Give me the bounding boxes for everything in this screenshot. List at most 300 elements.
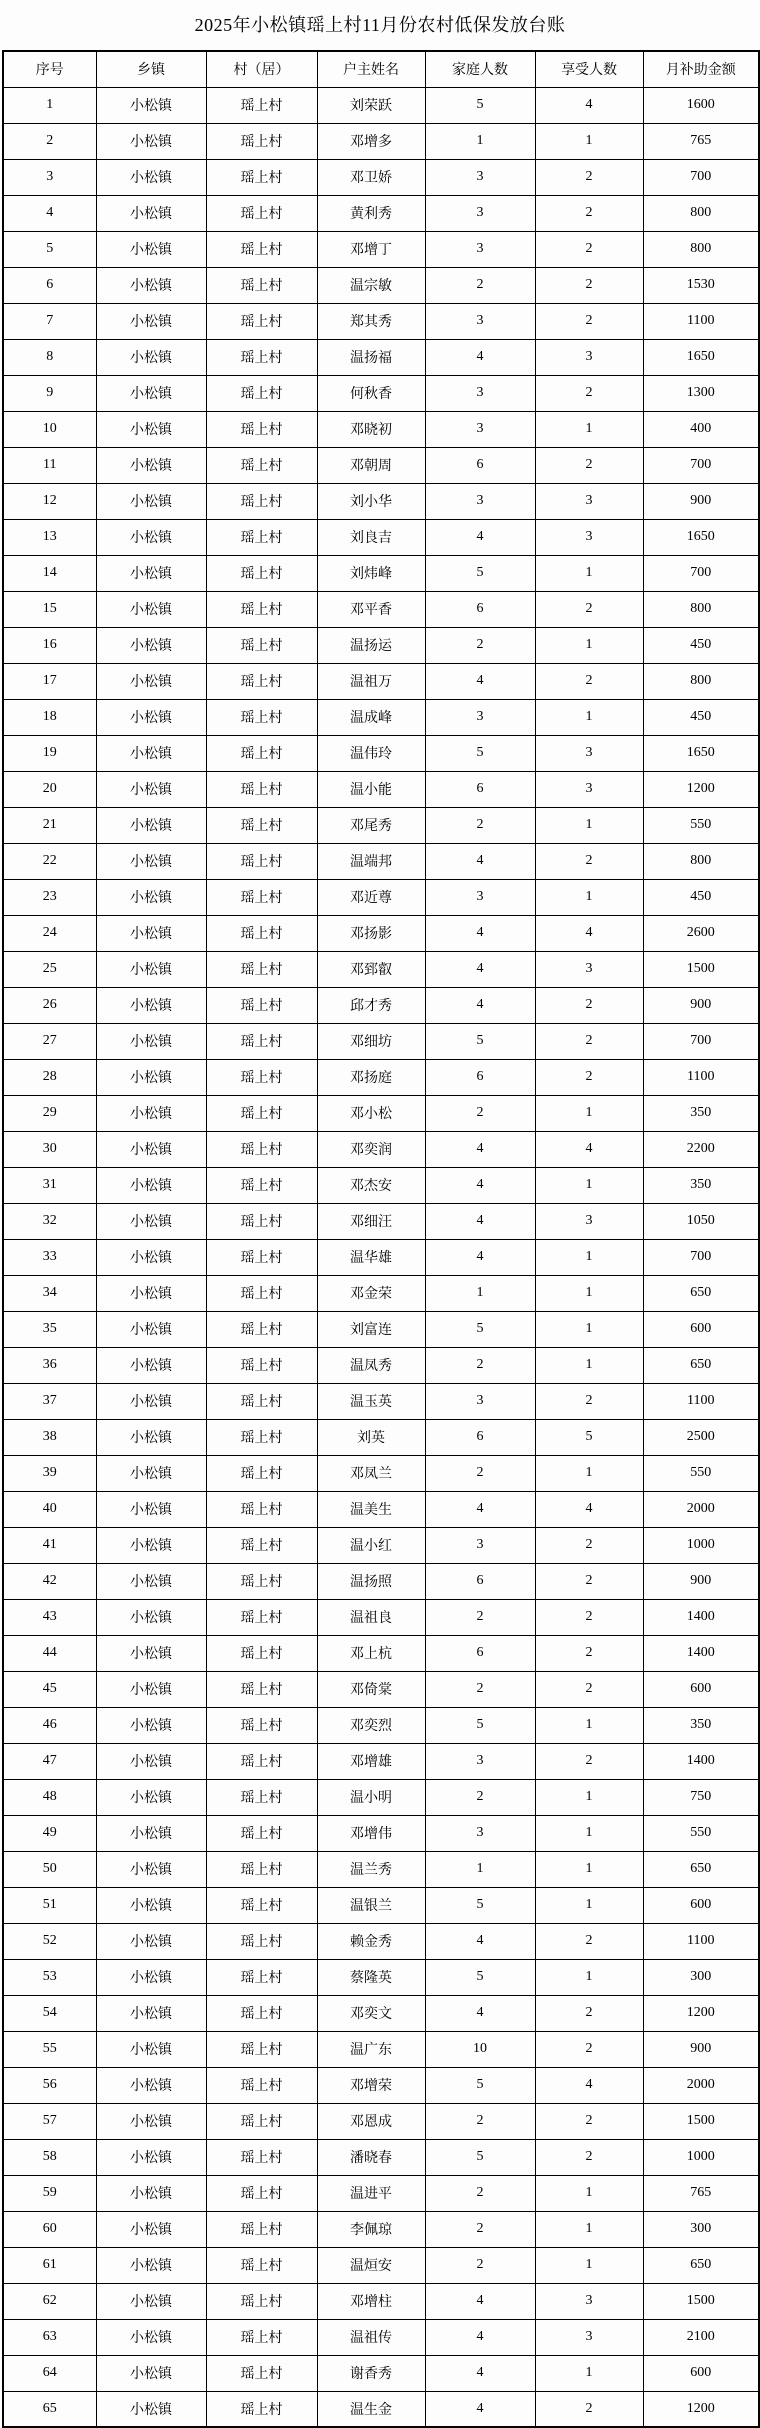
cell-beneficiary-count: 2 [535, 1383, 643, 1419]
cell-monthly-subsidy: 1650 [643, 519, 759, 555]
cell-index: 34 [3, 1275, 96, 1311]
cell-monthly-subsidy: 700 [643, 447, 759, 483]
cell-village: 瑶上村 [206, 2103, 317, 2139]
cell-beneficiary-count: 2 [535, 2139, 643, 2175]
table-row [3, 951, 759, 987]
cell-village: 瑶上村 [206, 1311, 317, 1347]
cell-monthly-subsidy: 700 [643, 555, 759, 591]
cell-index: 27 [3, 1023, 96, 1059]
cell-township: 小松镇 [96, 771, 206, 807]
cell-beneficiary-count: 1 [535, 555, 643, 591]
cell-family-count: 2 [425, 1095, 535, 1131]
cell-beneficiary-count: 2 [535, 1023, 643, 1059]
cell-index: 50 [3, 1851, 96, 1887]
cell-monthly-subsidy: 765 [643, 123, 759, 159]
cell-family-count: 4 [425, 951, 535, 987]
table-row [3, 2067, 759, 2103]
cell-index: 21 [3, 807, 96, 843]
cell-monthly-subsidy: 1500 [643, 2103, 759, 2139]
table-row [3, 1347, 759, 1383]
cell-family-count: 5 [425, 1707, 535, 1743]
cell-monthly-subsidy: 300 [643, 2211, 759, 2247]
cell-family-count: 4 [425, 519, 535, 555]
cell-village: 瑶上村 [206, 1239, 317, 1275]
cell-householder-name: 邓增丁 [317, 231, 425, 267]
cell-monthly-subsidy: 1300 [643, 375, 759, 411]
cell-monthly-subsidy: 400 [643, 411, 759, 447]
cell-index: 30 [3, 1131, 96, 1167]
ledger-table [2, 50, 760, 2428]
cell-index: 17 [3, 663, 96, 699]
cell-index: 14 [3, 555, 96, 591]
cell-village: 瑶上村 [206, 915, 317, 951]
cell-householder-name: 温进平 [317, 2175, 425, 2211]
cell-householder-name: 刘良吉 [317, 519, 425, 555]
cell-village: 瑶上村 [206, 1635, 317, 1671]
cell-monthly-subsidy: 700 [643, 159, 759, 195]
cell-householder-name: 温祖良 [317, 1599, 425, 1635]
cell-householder-name: 温玉英 [317, 1383, 425, 1419]
cell-township: 小松镇 [96, 627, 206, 663]
cell-householder-name: 邓奕烈 [317, 1707, 425, 1743]
table-row [3, 1599, 759, 1635]
table-row [3, 339, 759, 375]
cell-village: 瑶上村 [206, 2031, 317, 2067]
cell-index: 43 [3, 1599, 96, 1635]
cell-index: 56 [3, 2067, 96, 2103]
cell-township: 小松镇 [96, 2175, 206, 2211]
cell-monthly-subsidy: 800 [643, 843, 759, 879]
cell-township: 小松镇 [96, 1347, 206, 1383]
cell-householder-name: 温美生 [317, 1491, 425, 1527]
cell-family-count: 6 [425, 447, 535, 483]
table-row [3, 159, 759, 195]
cell-village: 瑶上村 [206, 375, 317, 411]
cell-householder-name: 温扬运 [317, 627, 425, 663]
table-row [3, 699, 759, 735]
cell-beneficiary-count: 1 [535, 1239, 643, 1275]
cell-village: 瑶上村 [206, 483, 317, 519]
cell-householder-name: 刘荣跃 [317, 87, 425, 123]
table-row [3, 483, 759, 519]
table-row [3, 987, 759, 1023]
cell-township: 小松镇 [96, 1635, 206, 1671]
table-body [3, 87, 759, 2427]
cell-householder-name: 邓增荣 [317, 2067, 425, 2103]
cell-township: 小松镇 [96, 195, 206, 231]
cell-beneficiary-count: 1 [535, 1707, 643, 1743]
cell-householder-name: 邓增雄 [317, 1743, 425, 1779]
table-row [3, 1455, 759, 1491]
cell-family-count: 4 [425, 2319, 535, 2355]
cell-family-count: 5 [425, 555, 535, 591]
cell-family-count: 2 [425, 267, 535, 303]
cell-village: 瑶上村 [206, 735, 317, 771]
cell-monthly-subsidy: 1100 [643, 1383, 759, 1419]
cell-beneficiary-count: 3 [535, 1203, 643, 1239]
cell-township: 小松镇 [96, 2391, 206, 2427]
cell-township: 小松镇 [96, 2283, 206, 2319]
cell-index: 38 [3, 1419, 96, 1455]
cell-township: 小松镇 [96, 1599, 206, 1635]
cell-township: 小松镇 [96, 447, 206, 483]
cell-index: 57 [3, 2103, 96, 2139]
cell-householder-name: 刘富连 [317, 1311, 425, 1347]
cell-township: 小松镇 [96, 1851, 206, 1887]
cell-village: 瑶上村 [206, 519, 317, 555]
cell-village: 瑶上村 [206, 627, 317, 663]
cell-beneficiary-count: 2 [535, 2103, 643, 2139]
cell-village: 瑶上村 [206, 1527, 317, 1563]
cell-householder-name: 邓奕文 [317, 1995, 425, 2031]
table-row [3, 2139, 759, 2175]
cell-family-count: 5 [425, 2067, 535, 2103]
cell-township: 小松镇 [96, 951, 206, 987]
cell-householder-name: 邓增伟 [317, 1815, 425, 1851]
table-row [3, 1671, 759, 1707]
cell-township: 小松镇 [96, 1923, 206, 1959]
cell-beneficiary-count: 2 [535, 231, 643, 267]
cell-township: 小松镇 [96, 555, 206, 591]
cell-village: 瑶上村 [206, 267, 317, 303]
cell-village: 瑶上村 [206, 2139, 317, 2175]
cell-householder-name: 邓尾秀 [317, 807, 425, 843]
cell-family-count: 3 [425, 879, 535, 915]
cell-monthly-subsidy: 550 [643, 1455, 759, 1491]
cell-monthly-subsidy: 450 [643, 627, 759, 663]
cell-index: 33 [3, 1239, 96, 1275]
cell-family-count: 3 [425, 375, 535, 411]
cell-monthly-subsidy: 1100 [643, 303, 759, 339]
cell-householder-name: 郑其秀 [317, 303, 425, 339]
cell-village: 瑶上村 [206, 807, 317, 843]
cell-monthly-subsidy: 1500 [643, 951, 759, 987]
table-row [3, 1743, 759, 1779]
cell-householder-name: 邓倚棠 [317, 1671, 425, 1707]
cell-index: 51 [3, 1887, 96, 1923]
table-row [3, 1563, 759, 1599]
cell-householder-name: 温华雄 [317, 1239, 425, 1275]
cell-beneficiary-count: 1 [535, 2247, 643, 2283]
cell-householder-name: 李佩琼 [317, 2211, 425, 2247]
cell-householder-name: 温小能 [317, 771, 425, 807]
cell-family-count: 3 [425, 303, 535, 339]
cell-beneficiary-count: 2 [535, 2391, 643, 2427]
cell-householder-name: 温小明 [317, 1779, 425, 1815]
cell-index: 36 [3, 1347, 96, 1383]
cell-beneficiary-count: 2 [535, 1599, 643, 1635]
cell-family-count: 5 [425, 1023, 535, 1059]
cell-householder-name: 邓杰安 [317, 1167, 425, 1203]
cell-township: 小松镇 [96, 591, 206, 627]
cell-family-count: 3 [425, 699, 535, 735]
header-row [3, 51, 759, 87]
cell-family-count: 2 [425, 1671, 535, 1707]
cell-village: 瑶上村 [206, 159, 317, 195]
col-header-village: 村（居） [206, 51, 317, 87]
cell-monthly-subsidy: 1100 [643, 1059, 759, 1095]
cell-township: 小松镇 [96, 1491, 206, 1527]
cell-village: 瑶上村 [206, 1023, 317, 1059]
cell-township: 小松镇 [96, 2319, 206, 2355]
table-row [3, 1779, 759, 1815]
cell-township: 小松镇 [96, 303, 206, 339]
cell-village: 瑶上村 [206, 2355, 317, 2391]
cell-township: 小松镇 [96, 2355, 206, 2391]
cell-monthly-subsidy: 1000 [643, 2139, 759, 2175]
cell-family-count: 6 [425, 771, 535, 807]
cell-township: 小松镇 [96, 1095, 206, 1131]
cell-monthly-subsidy: 1500 [643, 2283, 759, 2319]
cell-township: 小松镇 [96, 411, 206, 447]
cell-beneficiary-count: 1 [535, 1455, 643, 1491]
cell-village: 瑶上村 [206, 339, 317, 375]
table-row [3, 1203, 759, 1239]
cell-family-count: 2 [425, 1599, 535, 1635]
cell-family-count: 5 [425, 1311, 535, 1347]
cell-index: 9 [3, 375, 96, 411]
cell-index: 15 [3, 591, 96, 627]
cell-index: 12 [3, 483, 96, 519]
cell-village: 瑶上村 [206, 1455, 317, 1491]
cell-monthly-subsidy: 1650 [643, 735, 759, 771]
cell-monthly-subsidy: 650 [643, 1347, 759, 1383]
cell-family-count: 2 [425, 807, 535, 843]
cell-index: 53 [3, 1959, 96, 1995]
cell-village: 瑶上村 [206, 1887, 317, 1923]
cell-township: 小松镇 [96, 1563, 206, 1599]
cell-householder-name: 邓细汪 [317, 1203, 425, 1239]
cell-beneficiary-count: 3 [535, 735, 643, 771]
table-row [3, 195, 759, 231]
cell-householder-name: 邓上杭 [317, 1635, 425, 1671]
cell-index: 8 [3, 339, 96, 375]
table-row [3, 1167, 759, 1203]
cell-family-count: 2 [425, 627, 535, 663]
cell-family-count: 3 [425, 1743, 535, 1779]
cell-village: 瑶上村 [206, 1599, 317, 1635]
table-row [3, 303, 759, 339]
cell-index: 25 [3, 951, 96, 987]
table-row [3, 2283, 759, 2319]
cell-monthly-subsidy: 300 [643, 1959, 759, 1995]
cell-family-count: 4 [425, 1131, 535, 1167]
table-row [3, 1131, 759, 1167]
table-row [3, 375, 759, 411]
cell-township: 小松镇 [96, 2211, 206, 2247]
cell-township: 小松镇 [96, 915, 206, 951]
table-row [3, 1851, 759, 1887]
cell-family-count: 1 [425, 1851, 535, 1887]
cell-householder-name: 邓奕润 [317, 1131, 425, 1167]
cell-beneficiary-count: 2 [535, 663, 643, 699]
cell-monthly-subsidy: 800 [643, 231, 759, 267]
cell-monthly-subsidy: 350 [643, 1167, 759, 1203]
cell-beneficiary-count: 2 [535, 987, 643, 1023]
cell-village: 瑶上村 [206, 1167, 317, 1203]
cell-index: 23 [3, 879, 96, 915]
cell-index: 3 [3, 159, 96, 195]
table-row [3, 555, 759, 591]
cell-index: 32 [3, 1203, 96, 1239]
cell-index: 52 [3, 1923, 96, 1959]
cell-index: 58 [3, 2139, 96, 2175]
cell-index: 2 [3, 123, 96, 159]
cell-village: 瑶上村 [206, 1059, 317, 1095]
cell-beneficiary-count: 2 [535, 2031, 643, 2067]
cell-index: 10 [3, 411, 96, 447]
cell-family-count: 2 [425, 1779, 535, 1815]
cell-beneficiary-count: 4 [535, 1491, 643, 1527]
cell-monthly-subsidy: 900 [643, 483, 759, 519]
cell-index: 62 [3, 2283, 96, 2319]
cell-township: 小松镇 [96, 123, 206, 159]
cell-householder-name: 邓恩成 [317, 2103, 425, 2139]
table-row [3, 1023, 759, 1059]
cell-village: 瑶上村 [206, 87, 317, 123]
cell-index: 24 [3, 915, 96, 951]
cell-householder-name: 邓金荣 [317, 1275, 425, 1311]
cell-householder-name: 温端邦 [317, 843, 425, 879]
cell-index: 29 [3, 1095, 96, 1131]
cell-monthly-subsidy: 1000 [643, 1527, 759, 1563]
cell-township: 小松镇 [96, 1239, 206, 1275]
table-row [3, 1959, 759, 1995]
cell-monthly-subsidy: 800 [643, 591, 759, 627]
cell-beneficiary-count: 3 [535, 2283, 643, 2319]
cell-township: 小松镇 [96, 1959, 206, 1995]
cell-beneficiary-count: 2 [535, 267, 643, 303]
cell-index: 35 [3, 1311, 96, 1347]
cell-family-count: 2 [425, 2175, 535, 2211]
cell-village: 瑶上村 [206, 1203, 317, 1239]
cell-village: 瑶上村 [206, 2247, 317, 2283]
cell-family-count: 3 [425, 411, 535, 447]
cell-householder-name: 蔡隆英 [317, 1959, 425, 1995]
cell-family-count: 4 [425, 663, 535, 699]
cell-householder-name: 邓平香 [317, 591, 425, 627]
cell-index: 63 [3, 2319, 96, 2355]
cell-township: 小松镇 [96, 159, 206, 195]
cell-beneficiary-count: 4 [535, 87, 643, 123]
cell-village: 瑶上村 [206, 1275, 317, 1311]
cell-householder-name: 刘小华 [317, 483, 425, 519]
table-row [3, 807, 759, 843]
cell-monthly-subsidy: 1650 [643, 339, 759, 375]
cell-village: 瑶上村 [206, 123, 317, 159]
cell-township: 小松镇 [96, 231, 206, 267]
cell-family-count: 3 [425, 1383, 535, 1419]
cell-beneficiary-count: 4 [535, 915, 643, 951]
cell-monthly-subsidy: 2200 [643, 1131, 759, 1167]
cell-householder-name: 邓卫娇 [317, 159, 425, 195]
table-row [3, 735, 759, 771]
table-row [3, 1059, 759, 1095]
cell-index: 40 [3, 1491, 96, 1527]
table-row [3, 1995, 759, 2031]
table-row [3, 2211, 759, 2247]
cell-beneficiary-count: 2 [535, 1995, 643, 2031]
cell-beneficiary-count: 1 [535, 1275, 643, 1311]
cell-index: 19 [3, 735, 96, 771]
cell-village: 瑶上村 [206, 2175, 317, 2211]
cell-monthly-subsidy: 1530 [643, 267, 759, 303]
cell-township: 小松镇 [96, 1311, 206, 1347]
cell-monthly-subsidy: 2100 [643, 2319, 759, 2355]
cell-monthly-subsidy: 2600 [643, 915, 759, 951]
cell-family-count: 2 [425, 2103, 535, 2139]
table-row [3, 1491, 759, 1527]
cell-monthly-subsidy: 1600 [643, 87, 759, 123]
cell-township: 小松镇 [96, 1455, 206, 1491]
cell-township: 小松镇 [96, 1995, 206, 2031]
table-row [3, 1239, 759, 1275]
cell-township: 小松镇 [96, 1131, 206, 1167]
cell-householder-name: 温生金 [317, 2391, 425, 2427]
cell-village: 瑶上村 [206, 591, 317, 627]
cell-township: 小松镇 [96, 1707, 206, 1743]
cell-family-count: 4 [425, 2355, 535, 2391]
cell-village: 瑶上村 [206, 1419, 317, 1455]
cell-index: 42 [3, 1563, 96, 1599]
table-row [3, 123, 759, 159]
cell-beneficiary-count: 1 [535, 1311, 643, 1347]
cell-monthly-subsidy: 1400 [643, 1599, 759, 1635]
cell-beneficiary-count: 2 [535, 195, 643, 231]
cell-householder-name: 温银兰 [317, 1887, 425, 1923]
cell-family-count: 6 [425, 1635, 535, 1671]
cell-beneficiary-count: 4 [535, 1131, 643, 1167]
cell-village: 瑶上村 [206, 1383, 317, 1419]
cell-township: 小松镇 [96, 1779, 206, 1815]
cell-householder-name: 邓晓初 [317, 411, 425, 447]
cell-township: 小松镇 [96, 879, 206, 915]
cell-index: 60 [3, 2211, 96, 2247]
cell-village: 瑶上村 [206, 1779, 317, 1815]
col-header-index: 序号 [3, 51, 96, 87]
cell-township: 小松镇 [96, 2247, 206, 2283]
cell-householder-name: 邓郅叡 [317, 951, 425, 987]
cell-householder-name: 温宗敏 [317, 267, 425, 303]
table-row [3, 1707, 759, 1743]
cell-village: 瑶上村 [206, 843, 317, 879]
cell-householder-name: 邓增柱 [317, 2283, 425, 2319]
table-row [3, 1635, 759, 1671]
cell-householder-name: 刘英 [317, 1419, 425, 1455]
cell-beneficiary-count: 1 [535, 1851, 643, 1887]
cell-family-count: 4 [425, 2283, 535, 2319]
cell-beneficiary-count: 1 [535, 1959, 643, 1995]
cell-index: 26 [3, 987, 96, 1023]
cell-beneficiary-count: 2 [535, 843, 643, 879]
col-header-township: 乡镇 [96, 51, 206, 87]
cell-family-count: 4 [425, 2391, 535, 2427]
cell-village: 瑶上村 [206, 2067, 317, 2103]
cell-householder-name: 温小红 [317, 1527, 425, 1563]
cell-index: 11 [3, 447, 96, 483]
cell-family-count: 4 [425, 1923, 535, 1959]
cell-monthly-subsidy: 1200 [643, 1995, 759, 2031]
cell-monthly-subsidy: 650 [643, 1851, 759, 1887]
cell-family-count: 3 [425, 195, 535, 231]
cell-monthly-subsidy: 700 [643, 1239, 759, 1275]
cell-township: 小松镇 [96, 1887, 206, 1923]
table-row [3, 267, 759, 303]
table-row [3, 1527, 759, 1563]
cell-index: 18 [3, 699, 96, 735]
cell-index: 16 [3, 627, 96, 663]
cell-beneficiary-count: 1 [535, 1167, 643, 1203]
